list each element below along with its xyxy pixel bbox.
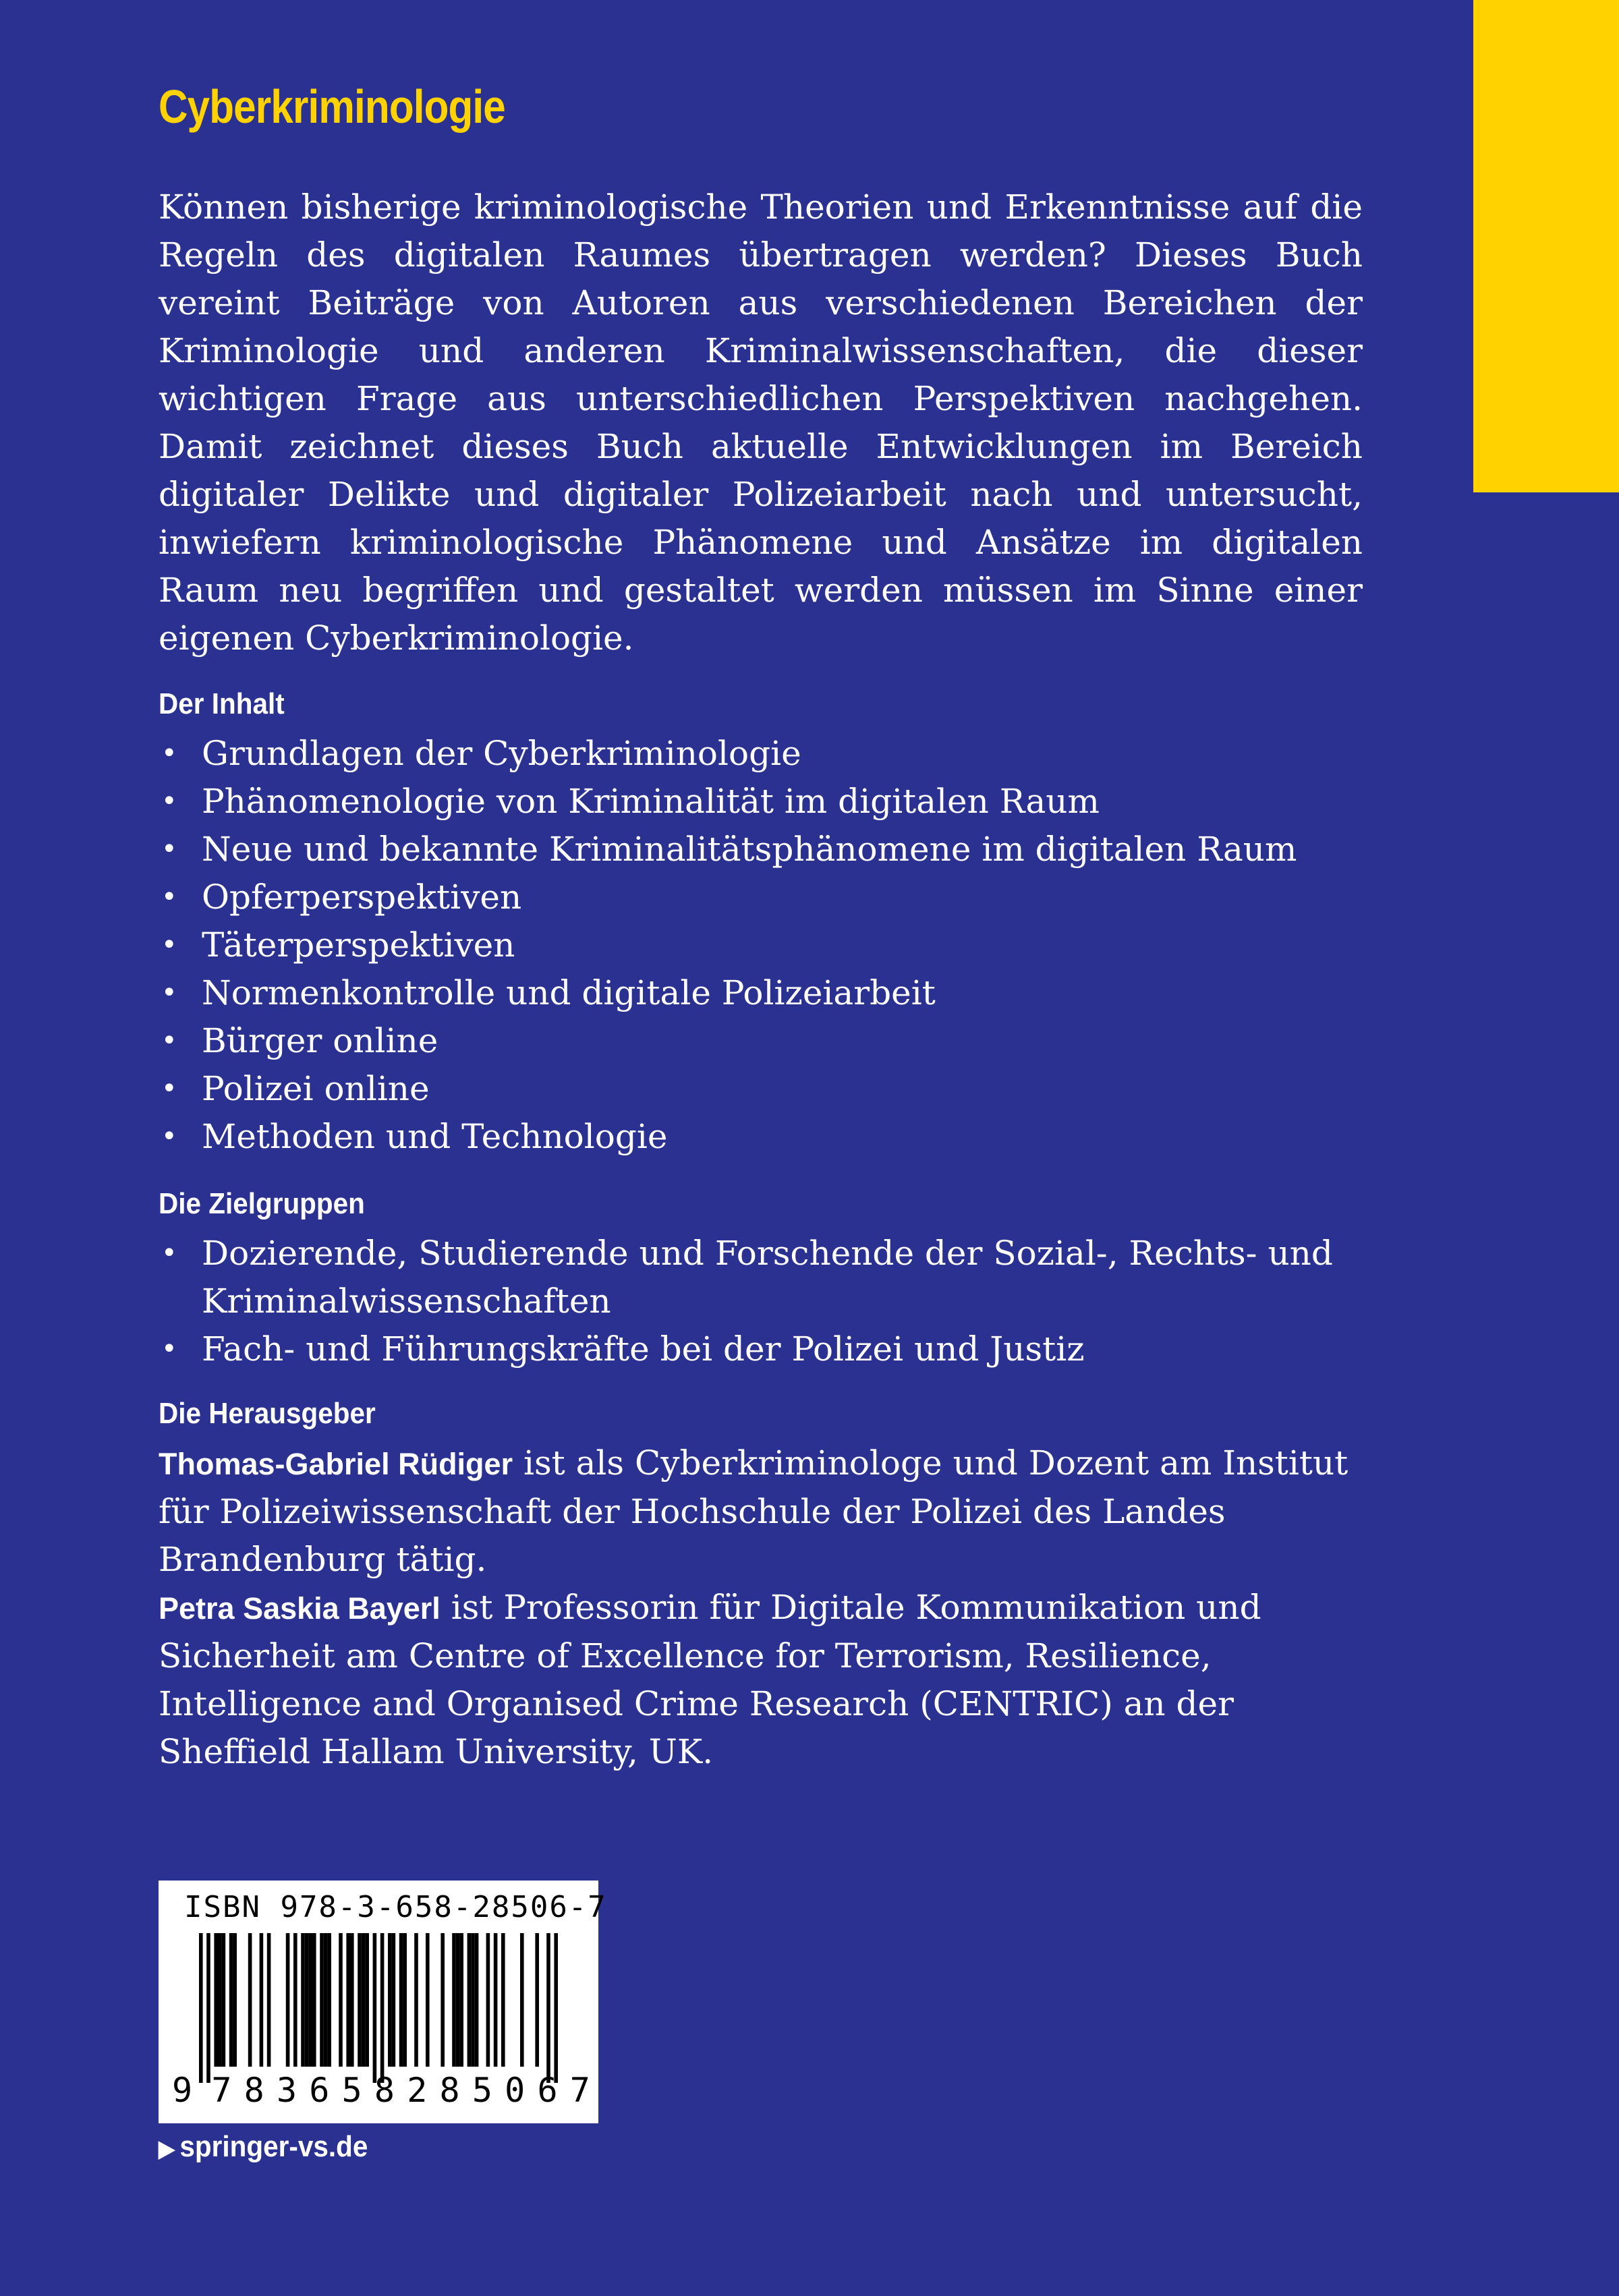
- bullet-icon: •: [161, 1025, 177, 1056]
- barcode-bar: [327, 1933, 331, 2067]
- barcode-bar: [535, 1933, 539, 2067]
- barcode-digit: 8: [244, 2071, 264, 2110]
- barcode-bar: [346, 1933, 350, 2067]
- bullet-icon: •: [161, 1121, 177, 1152]
- bullet-icon: •: [161, 1238, 177, 1269]
- barcode-bar: [267, 1933, 271, 2067]
- barcode-digit: 9: [172, 2071, 193, 2110]
- list-item-text: Dozierende, Studierende und Forschende der Sozial-, Rechts- und Kriminalwissenschaften: [202, 1234, 1333, 1321]
- editor-description: ist Professorin für Digitale Kommunikation und Sicherheit am Centre of Excellence for Terrorism, Resilience, Intelligence and Organised Crime Research (CENTRIC) an der Sheffield Hallam University, UK.: [159, 1588, 1261, 1771]
- barcode-bar: [350, 1933, 354, 2067]
- book-title: Cyberkriminologie: [159, 80, 505, 133]
- barcode-bar: [222, 1933, 226, 2067]
- barcode-digit: 6: [537, 2071, 558, 2110]
- list-item-text: Methoden und Technologie: [202, 1117, 668, 1156]
- barcode-bar: [248, 1933, 252, 2067]
- bullet-icon: •: [161, 882, 177, 913]
- bullet-icon: •: [161, 929, 177, 960]
- barcode-bar: [486, 1933, 490, 2067]
- barcode-bar: [214, 1933, 218, 2067]
- barcode-bar: [362, 1933, 366, 2067]
- barcode-bar: [441, 1933, 445, 2067]
- barcode-bar: [365, 1933, 369, 2067]
- bullet-icon: •: [161, 977, 177, 1008]
- barcode-bar: [546, 1933, 550, 2083]
- back-cover-content: [159, 183, 1363, 1776]
- barcode-bar: [199, 1933, 203, 2083]
- barcode-digit: 0: [505, 2071, 526, 2110]
- editor-description: ist als Cyberkriminologe und Dozent am Institut für Polizeiwissenschaft der Hochschule der Polizei des Landes Brandenburg tätig.: [159, 1443, 1348, 1579]
- barcode-bar: [229, 1933, 233, 2067]
- bullet-icon: •: [161, 738, 177, 769]
- play-arrow-icon: ▶: [159, 2136, 175, 2162]
- zielgruppen-list: [159, 1230, 1363, 1373]
- barcode-digits: [172, 2071, 590, 2110]
- barcode-bar: [286, 1933, 290, 2067]
- barcode-bar: [373, 1933, 377, 2083]
- editor-name: Petra Saskia Bayerl: [159, 1591, 441, 1626]
- intro-paragraph: Können bisherige kriminologische Theorien und Erkenntnisse auf die Regeln des digitalen Raumes übertragen werden? Dieses Buch vereint Beiträge von Autoren aus verschiedenen Bereichen der Kriminologie und anderen Kriminalwissenschaften, die dieser wichtigen Frage aus unterschiedlichen Perspektiven nachgehen. Damit zeichnet dieses Buch aktuelle Entwicklungen im Bereich digitaler Delikte und digitaler Polizeiarbeit nach und untersucht, inwiefern kriminologische Phänomene und Ansätze im digitalen Raum neu begriffen und gestaltet werden müssen im Sinne einer eigenen Cyberkriminologie.: [159, 188, 1363, 658]
- barcode-bar: [301, 1933, 305, 2067]
- list-item: [159, 730, 1363, 778]
- list-item: [159, 969, 1363, 1017]
- barcode-bar: [320, 1933, 324, 2067]
- list-item-text: Phänomenologie von Kriminalität im digitalen Raum: [202, 782, 1100, 821]
- list-item: [159, 778, 1363, 826]
- list-item: [159, 1113, 1363, 1161]
- bullet-icon: •: [161, 834, 177, 865]
- list-item-text: Fach- und Führungskräfte bei der Polizei und Justiz: [202, 1329, 1085, 1369]
- isbn-label: ISBN 978-3-658-28506-7: [184, 1890, 607, 1924]
- list-item-text: Polizei online: [202, 1069, 430, 1108]
- barcode-digit: 2: [407, 2071, 428, 2110]
- barcode-bar: [554, 1933, 558, 2083]
- barcode-bar: [456, 1933, 460, 2067]
- barcode-bar: [414, 1933, 418, 2067]
- isbn-barcode: [159, 1881, 607, 2123]
- barcode-bar: [452, 1933, 456, 2067]
- barcode-bar: [206, 1933, 210, 2083]
- barcode-bar: [475, 1933, 479, 2067]
- list-item-text: Normenkontrolle und digitale Polizeiarbeit: [202, 973, 936, 1012]
- barcode-bar: [392, 1933, 396, 2067]
- publisher-link[interactable]: [159, 2130, 368, 2164]
- barcode-bar: [358, 1933, 362, 2067]
- barcode-digit: 7: [569, 2071, 590, 2110]
- barcode-digit: 7: [211, 2071, 232, 2110]
- barcode-bar: [501, 1933, 505, 2067]
- bullet-icon: •: [161, 1333, 177, 1365]
- list-item: [159, 1017, 1363, 1065]
- barcode-bar: [308, 1933, 312, 2067]
- list-item: [159, 1065, 1363, 1113]
- list-item-text: Täterperspektiven: [202, 925, 515, 965]
- barcode-bar: [494, 1933, 498, 2067]
- list-item: [159, 1230, 1363, 1325]
- yellow-corner-tab: [1473, 0, 1619, 492]
- barcode-bar: [312, 1933, 316, 2067]
- barcode-bar: [520, 1933, 524, 2067]
- list-item: [159, 921, 1363, 969]
- list-item-text: Grundlagen der Cyberkriminologie: [202, 734, 801, 773]
- list-item: [159, 873, 1363, 921]
- list-item-text: Neue und bekannte Kriminalitätsphänomene im digitalen Raum: [202, 830, 1297, 869]
- barcode-bar: [380, 1933, 385, 2083]
- barcode-digit: 5: [472, 2071, 492, 2110]
- barcode-bar: [388, 1933, 392, 2067]
- barcode-bar: [293, 1933, 297, 2067]
- barcode-digit: 8: [374, 2071, 395, 2110]
- list-item: [159, 826, 1363, 873]
- barcode-bar: [260, 1933, 264, 2067]
- barcode-digit: 3: [276, 2071, 297, 2110]
- editors-bio: [159, 1439, 1363, 1776]
- section-heading-herausgeber: Die Herausgeber: [159, 1397, 376, 1430]
- inhalt-list: [159, 730, 1363, 1161]
- barcode-bar: [218, 1933, 222, 2067]
- list-item: [159, 1325, 1363, 1373]
- publisher-url: springer-vs.de: [179, 2130, 368, 2163]
- list-item-text: Bürger online: [202, 1021, 438, 1060]
- barcode-bar: [339, 1933, 343, 2067]
- editor-name: Thomas-Gabriel Rüdiger: [159, 1447, 513, 1481]
- barcode-digit: 6: [309, 2071, 330, 2110]
- barcode-bar: [467, 1933, 472, 2067]
- barcode-bar: [471, 1933, 475, 2067]
- barcode-digit: 8: [439, 2071, 460, 2110]
- barcode-digit: 5: [341, 2071, 362, 2110]
- barcode-bar: [233, 1933, 237, 2067]
- barcode-bar: [426, 1933, 430, 2067]
- bullet-icon: •: [161, 786, 177, 817]
- section-heading-zielgruppen: Die Zielgruppen: [159, 1187, 365, 1220]
- section-heading-inhalt: Der Inhalt: [159, 687, 285, 720]
- barcode-bar: [324, 1933, 328, 2067]
- list-item-text: Opferperspektiven: [202, 878, 522, 917]
- barcode-bar: [305, 1933, 309, 2067]
- barcode-bar: [403, 1933, 407, 2067]
- bullet-icon: •: [161, 1073, 177, 1104]
- barcode-bar: [399, 1933, 403, 2067]
- barcode-bar: [459, 1933, 463, 2067]
